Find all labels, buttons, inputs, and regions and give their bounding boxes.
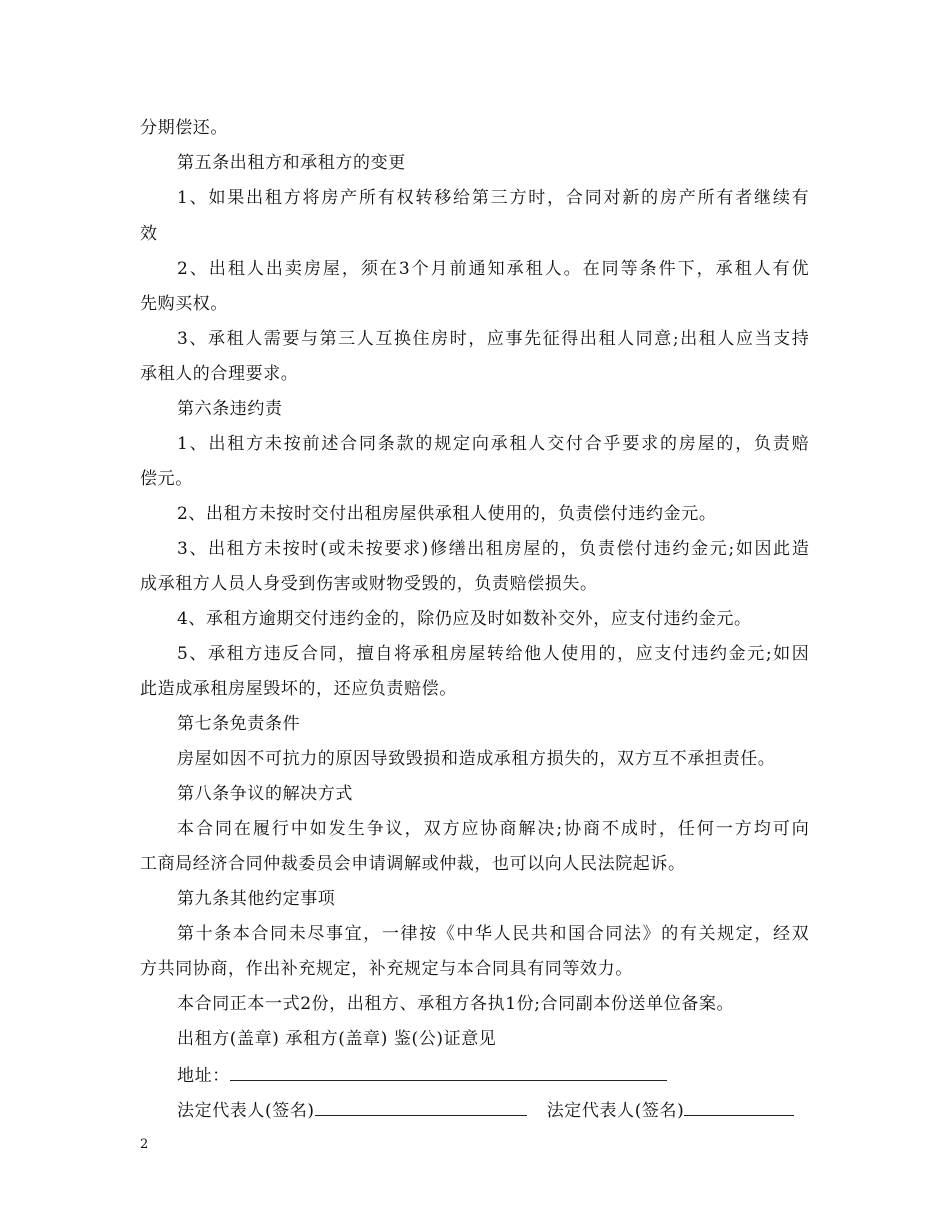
address-label: 地址： — [177, 1066, 230, 1086]
representative-blank-1 — [315, 1099, 527, 1116]
text-line: 分期偿还。 — [140, 118, 228, 138]
address-blank — [230, 1064, 667, 1081]
text-line: 5 、 承 租 方 违 反 合 同 ， 擅 自 将 承 租 房 屋 转 给 他 人 使 用 的 ， 应 支 付 违 约 金 元 ; 如 因 — [177, 644, 809, 664]
text-line: 方共同协商，作出补充规定，补充规定与本合同具有同等效力。 — [140, 959, 633, 979]
text-line: 偿元。 — [140, 469, 193, 489]
text-line: 本合同正本一式2份，出租方、承租方各执1份;合同副本份送单位备案。 — [177, 994, 735, 1014]
text-line: 1 、 如 果 出 租 方 将 房 产 所 有 权 转 移 给 第 三 方 时 ， 合 同 对 新 的 房 产 所 有 者 继 续 有 — [177, 188, 809, 208]
text-line: 先购买权。 — [140, 294, 228, 314]
representative-blank-2 — [684, 1099, 794, 1116]
text-line: 第 十 条 本 合 同 未 尽 事 宜 ， 一 律 按 《 中 华 人 民 共 和 国 合 同 法 》 的 有 关 规 定 ， 经 双 — [177, 924, 809, 944]
signature-header-line: 出租方(盖章) 承租方(盖章) 鉴(公)证意见 — [177, 1029, 497, 1049]
text-line: 2 、 出 租 人 出 卖 房 屋 ， 须 在 3 个 月 前 通 知 承 租 人 。 在 同 等 条 件 下 ， 承 租 人 有 优 — [177, 259, 809, 279]
section-heading: 第七条免责条件 — [177, 714, 301, 734]
text-line: 成承租方人员人身受到伤害或财物受毁的，负责赔偿损失。 — [140, 574, 598, 594]
representative-label-2: 法定代表人(签名) — [546, 1101, 685, 1121]
text-line: 2、出租方未按时交付出租房屋供承租人使用的，负责偿付违约金元。 — [177, 504, 717, 524]
page-number: 2 — [140, 1137, 149, 1152]
representative-label-1: 法定代表人(签名) — [177, 1101, 315, 1121]
text-line: 4、承租方逾期交付违约金的，除仍应及时如数补交外，应支付违约金元。 — [177, 609, 752, 629]
section-heading: 第六条违约责 — [177, 399, 283, 419]
text-line: 本 合 同 在 履 行 中 如 发 生 争 议 ， 双 方 应 协 商 解 决 ; 协 商 不 成 时 ， 任 何 一 方 均 可 向 — [177, 819, 809, 839]
text-line: 1 、 出 租 方 未 按 前 述 合 同 条 款 的 规 定 向 承 租 人 交 付 合 乎 要 求 的 房 屋 的 ， 负 责 赔 — [177, 434, 809, 454]
section-heading: 第八条争议的解决方式 — [177, 784, 353, 804]
text-line: 工商局经济合同仲裁委员会申请调解或仲裁，也可以向人民法院起诉。 — [140, 854, 686, 874]
text-line: 此造成承租房屋毁坏的，还应负责赔偿。 — [140, 679, 457, 699]
text-line: 3 、 承 租 人 需 要 与 第 三 人 互 换 住 房 时 ， 应 事 先 征 得 出 租 人 同 意 ; 出 租 人 应 当 支 持 — [177, 329, 809, 349]
text-line: 效 — [140, 224, 158, 244]
text-line: 3 、 出 租 方 未 按 时 ( 或 未 按 要 求 ) 修 缮 出 租 房 屋 的 ， 负 责 偿 付 违 约 金 元 ; 如 因 此 造 — [177, 539, 809, 559]
text-line: 承租人的合理要求。 — [140, 364, 299, 384]
text-line: 房屋如因不可抗力的原因导致毁损和造成承租方损失的，双方互不承担责任。 — [177, 749, 776, 769]
address-line — [177, 1064, 667, 1086]
section-heading: 第五条出租方和承租方的变更 — [177, 153, 406, 173]
section-heading: 第九条其他约定事项 — [177, 889, 336, 909]
representative-line — [177, 1099, 794, 1121]
